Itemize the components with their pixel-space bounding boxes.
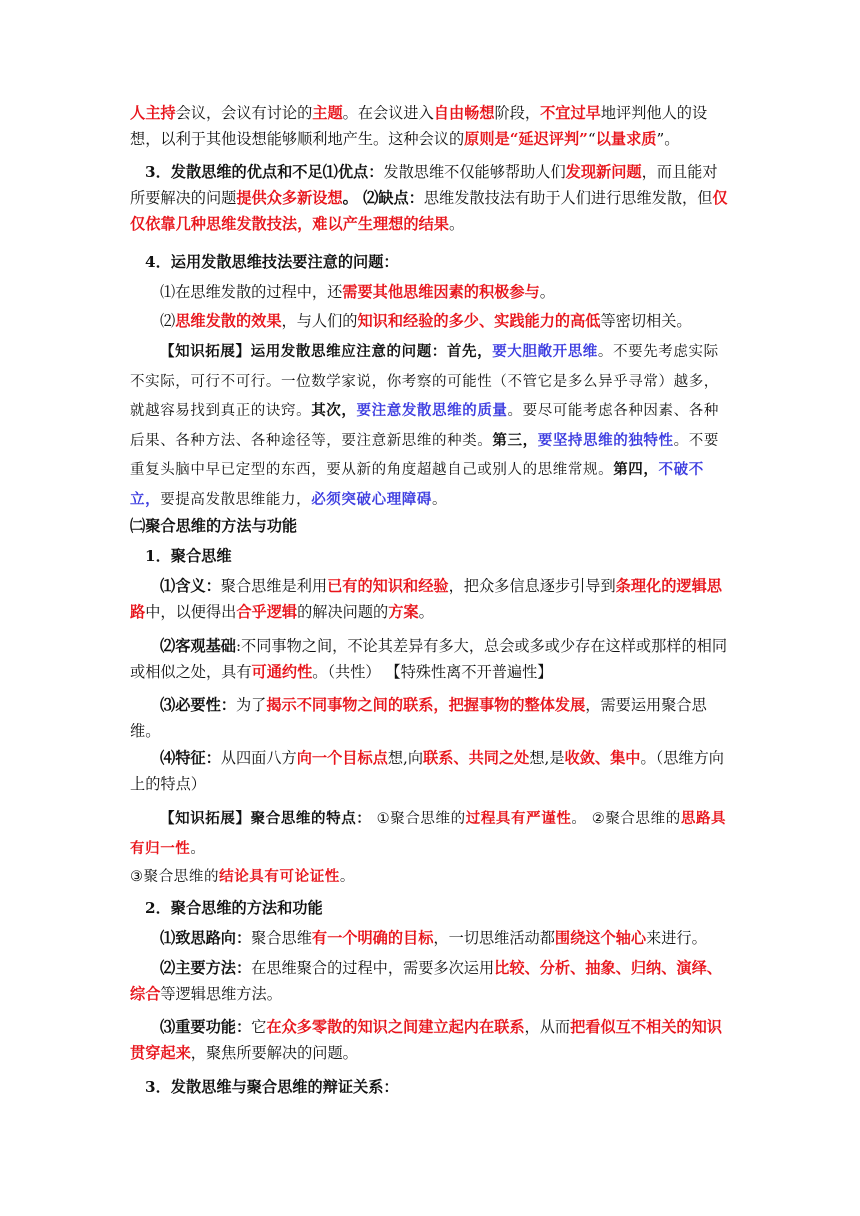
heading-convergent-thinking: 1．聚合思维 <box>145 547 232 565</box>
paragraph-convergent-necessity: ⑶必要性：为了揭示不同事物之间的联系，把握事物的整体发展，需要运用聚合思维。 <box>130 696 707 740</box>
heading-dialectical-relation: 3．发散思维与聚合思维的辩证关系： <box>145 1078 399 1096</box>
paragraph-note-2: ⑵思维发散的效果，与人们的知识和经验的多少、实践能力的高低等密切相关。 <box>160 312 692 330</box>
paragraph-note-1: ⑴在思维发散的过程中，还需要其他思维因素的积极参与。 <box>160 283 555 301</box>
paragraph-convergent-features: ⑷特征：从四面八方向一个目标点想,向联系、共同之处想,是收敛、集中。（思维方向上的特点） <box>130 749 724 793</box>
paragraph-convergent-meaning: ⑴含义：聚合思维是利用已有的知识和经验，把众多信息逐步引导到条理化的逻辑思路中，以便得出合乎逻辑的解决问题的方案。 <box>130 577 722 621</box>
paragraph-brainstorm-rules: 人主持会议，会议有讨论的主题。在会议进入自由畅想阶段，不宜过早地评判他人的设想，以利于其他设想能够顺利地产生。这种会议的原则是“延迟评判”“以量求质”。 <box>130 104 708 148</box>
paragraph-thinking-direction: ⑴致思路向：聚合思维有一个明确的目标，一切思维活动都围绕这个轴心来进行。 <box>160 929 707 947</box>
paragraph-important-function: ⑶重要功能：它在众多零散的知识之间建立起内在联系，从而把看似互不相关的知识贯穿起来，聚焦所要解决的问题。 <box>130 1018 722 1062</box>
section-heading-convergent: ㈡聚合思维的方法与功能 <box>130 517 298 535</box>
heading-convergent-methods: 2．聚合思维的方法和功能 <box>145 899 323 917</box>
paragraph-convergent-feature-3: ③聚合思维的结论具有可论证性。 <box>130 869 356 885</box>
paragraph-divergent-pros-cons: 3．发散思维的优点和不足⑴优点：发散思维不仅能够帮助人们发现新问题，而且能对所要解决的问题提供众多新设想。 ⑵缺点：思维发散技法有助于人们进行思维发散，但仅仅依靠几种思维发散技法，难以产生理想的结果。 <box>130 163 728 233</box>
paragraph-main-methods: ⑵主要方法：在思维聚合的过程中，需要多次运用比较、分析、抽象、归纳、演绎、综合等逻辑思维方法。 <box>130 959 722 1003</box>
paragraph-convergent-basis: ⑵客观基础:不同事物之间，不论其差异有多大，总会或多或少存在这样或那样的相同或相似之处，具有可通约性。（共性） 【特殊性离不开普遍性】 <box>130 637 728 681</box>
heading-divergent-notes: 4．运用发散思维技法要注意的问题： <box>145 253 399 271</box>
knowledge-extension-divergent: 【知识拓展】运用发散思维应注意的问题：首先，要大胆敞开思维。不要先考虑实际不实际，可行不可行。一位数学家说，你考察的可能性（不管它是多么异乎寻常）越多，就越容易找到真正的诀窍。其次，要注意发散思维的质量。要尽可能考虑各种因素、各种后果、各种方法、各种途径等，要注意新思维的种类。第三，要坚持思维的独特性。不要重复头脑中早已定型的东西，要从新的角度超越自己或别人的思维常规。第四，不破不立，要提高发散思维能力，必须突破心理障碍。 <box>130 344 719 508</box>
knowledge-extension-convergent: 【知识拓展】聚合思维的特点： ①聚合思维的过程具有严谨性。 ②聚合思维的思路具有归一性。 <box>130 811 727 857</box>
